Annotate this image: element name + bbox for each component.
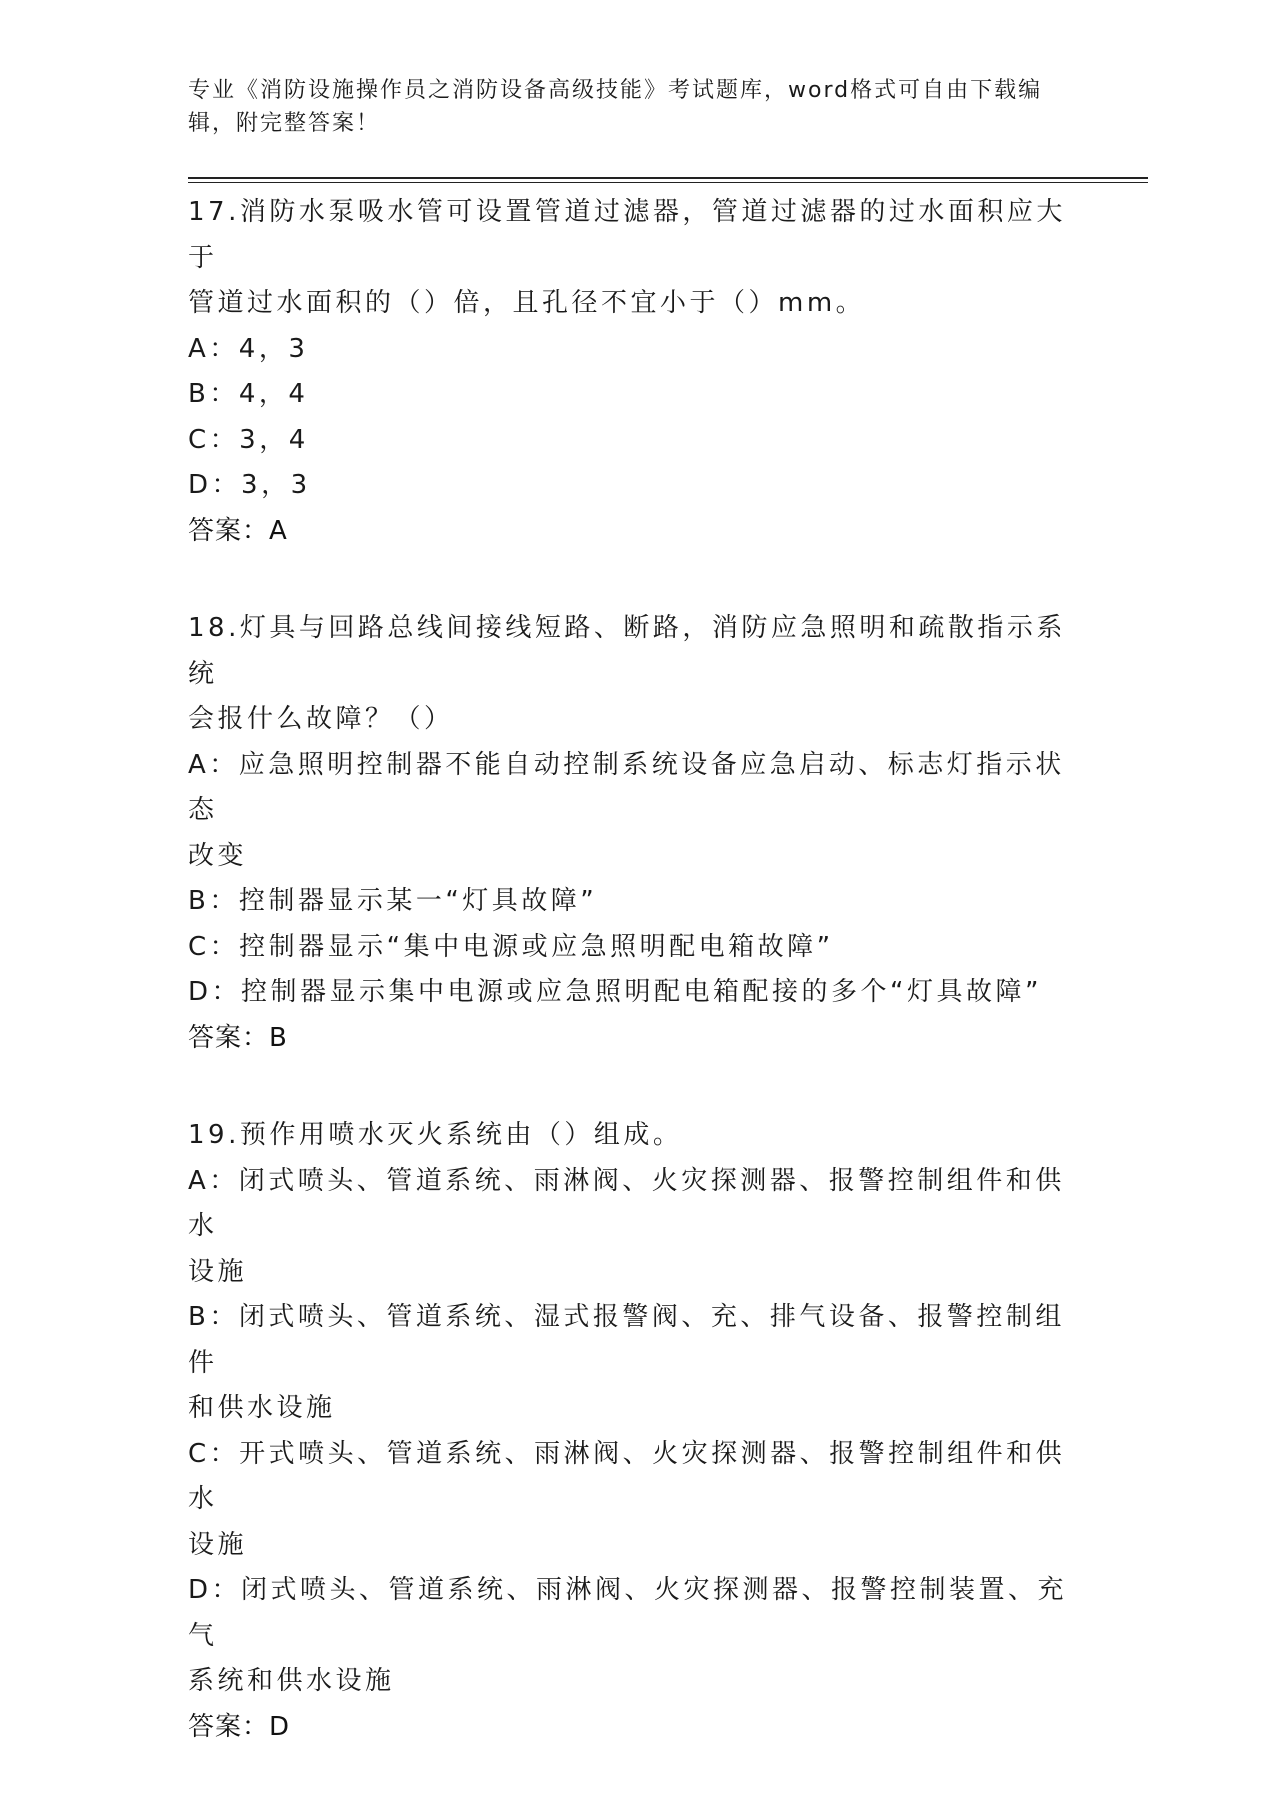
question-stem: 17.消防水泵吸水管可设置管道过滤器，管道过滤器的过水面积应大于 (188, 197, 1066, 273)
option-b-continued: 和供水设施 (188, 1393, 336, 1423)
option-d: D：闭式喷头、管道系统、雨淋阀、火灾探测器、报警控制装置、充气 (188, 1575, 1068, 1651)
question-19 (188, 1113, 1088, 1750)
option-a: A：应急照明控制器不能自动控制系统设备应急启动、标志灯指示状态 (188, 749, 1065, 825)
option-d: D：控制器显示集中电源或应急照明配电箱配接的多个“灯具故障” (188, 977, 1042, 1007)
answer-label: 答案：D (188, 1711, 291, 1742)
option-c: C：开式喷头、管道系统、雨淋阀、火灾探测器、报警控制组件和供水 (188, 1438, 1066, 1514)
question-18 (188, 606, 1088, 1061)
question-list (188, 190, 1088, 1802)
option-b: B：闭式喷头、管道系统、湿式报警阀、充、排气设备、报警控制组件 (188, 1302, 1065, 1378)
header-line-1: 专业《消防设施操作员之消防设备高级技能》考试题库，word格式可自由下载编 (188, 78, 1043, 103)
option-d: D：3，3 (188, 470, 311, 500)
option-b: B：控制器显示某一“灯具故障” (188, 886, 598, 916)
option-b: B：4，4 (188, 379, 309, 409)
question-stem: 19.预作用喷水灭火系统由（）组成。 (188, 1120, 683, 1150)
header-divider-thick (188, 177, 1148, 179)
option-c-continued: 设施 (188, 1529, 248, 1560)
document-header (188, 74, 1068, 140)
answer-label: 答案：A (188, 515, 288, 546)
question-stem: 18.灯具与回路总线间接线短路、断路，消防应急照明和疏散指示系统 (188, 613, 1066, 689)
header-line-2: 辑，附完整答案！ (188, 111, 381, 136)
option-a-continued: 改变 (188, 840, 248, 871)
option-d-continued: 系统和供水设施 (188, 1666, 395, 1696)
answer-label: 答案：B (188, 1022, 288, 1053)
option-c: C：控制器显示“集中电源或应急照明配电箱故障” (188, 931, 834, 962)
header-divider-thin (188, 182, 1148, 183)
question-stem-continued: 会报什么故障？（） (188, 704, 454, 734)
question-17 (188, 190, 1088, 554)
option-a: A：闭式喷头、管道系统、雨淋阀、火灾探测器、报警控制组件和供水 (188, 1165, 1065, 1241)
option-a: A：4，3 (188, 333, 309, 364)
option-c: C：3，4 (188, 424, 309, 455)
question-stem-continued: 管道过水面积的（）倍，且孔径不宜小于（）mm。 (188, 288, 866, 318)
option-a-continued: 设施 (188, 1256, 248, 1287)
